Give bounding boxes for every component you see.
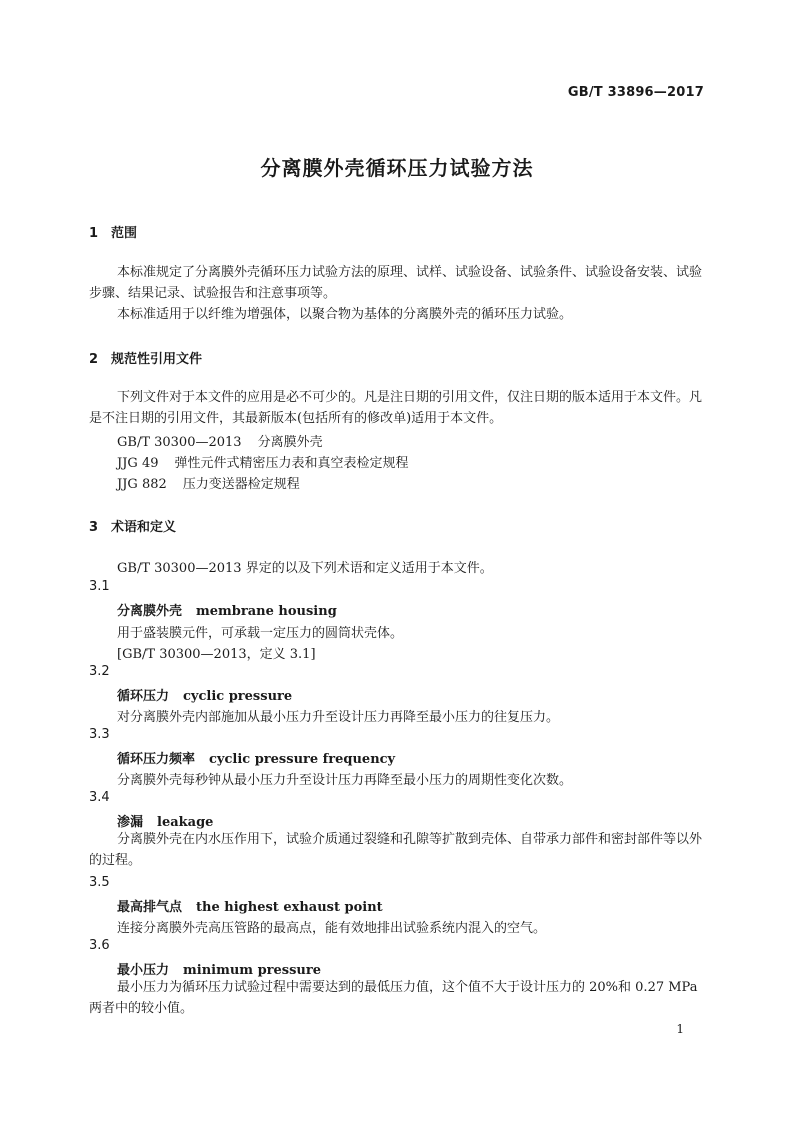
term-definition: 用于盛装膜元件，可承载一定压力的圆筒状壳体。 bbox=[117, 626, 404, 641]
term-zh: 渗漏 bbox=[117, 815, 144, 830]
clause-number: 3.5 bbox=[89, 875, 110, 890]
term-definition: 连接分离膜外壳高压管路的最高点，能有效地排出试验系统内混入的空气。 bbox=[117, 921, 547, 936]
section-heading-scope bbox=[89, 222, 137, 241]
clause-number: 3.6 bbox=[89, 938, 110, 953]
term-entry bbox=[117, 811, 213, 830]
term-en: leakage bbox=[157, 815, 214, 830]
clause-number: 3.3 bbox=[89, 727, 110, 742]
term-zh: 循环压力 bbox=[117, 689, 170, 704]
clause-number: 3.4 bbox=[89, 790, 110, 805]
standard-code: GB/T 33896—2017 bbox=[567, 85, 704, 100]
term-en: cyclic pressure frequency bbox=[209, 752, 396, 767]
term-definition: 分离膜外壳每秒钟从最小压力升至设计压力再降至最小压力的周期性变化次数。 bbox=[117, 773, 573, 788]
paragraph: 本标准规定了分离膜外壳循环压力试验方法的原理、试样、试验设备、试验条件、试验设备安装、试验步骤、结果记录、试验报告和注意事项等。 bbox=[89, 265, 703, 301]
reference-name: 压力变送器检定规程 bbox=[182, 477, 300, 492]
term-entry bbox=[117, 748, 395, 767]
term-definition: 分离膜外壳在内水压作用下，试验介质通过裂缝和孔隙等扩散到壳体、自带承力部件和密封部件等以外的过程。 bbox=[89, 832, 703, 868]
term-en: cyclic pressure bbox=[183, 689, 293, 704]
reference-code: GB/T 30300—2013 bbox=[117, 435, 242, 450]
section-title: 规范性引用文件 bbox=[111, 352, 203, 367]
term-zh: 循环压力频率 bbox=[117, 752, 196, 767]
section-heading-terms bbox=[89, 516, 176, 535]
reference-item bbox=[117, 431, 323, 450]
term-en: the highest exhaust point bbox=[196, 900, 383, 915]
reference-code: JJG 882 bbox=[117, 477, 167, 492]
section-title: 术语和定义 bbox=[111, 520, 177, 535]
section-number: 1 bbox=[89, 226, 99, 241]
paragraph: 下列文件对于本文件的应用是必不可少的。凡是注日期的引用文件，仅注日期的版本适用于本文件。凡是不注日期的引用文件，其最新版本(包括所有的修改单)适用于本文件。 bbox=[89, 390, 703, 426]
paragraph: 本标准适用于以纤维为增强体，以聚合物为基体的分离膜外壳的循环压力试验。 bbox=[117, 307, 573, 322]
term-entry bbox=[117, 959, 321, 978]
terms-intro: GB/T 30300—2013 界定的以及下列术语和定义适用于本文件。 bbox=[117, 561, 493, 576]
term-zh: 最小压力 bbox=[117, 963, 170, 978]
reference-code: JJG 49 bbox=[117, 456, 159, 471]
term-definition: 对分离膜外壳内部施加从最小压力升至设计压力再降至最小压力的往复压力。 bbox=[117, 710, 560, 725]
term-definition: 最小压力为循环压力试验过程中需要达到的最低压力值，这个值不大于设计压力的 20%和 0.27 MPa 两者中的较小值。 bbox=[89, 980, 698, 1016]
clause-number: 3.1 bbox=[89, 579, 110, 594]
term-zh: 分离膜外壳 bbox=[117, 604, 183, 619]
term-entry bbox=[117, 896, 383, 915]
reference-item bbox=[117, 452, 409, 471]
term-en: minimum pressure bbox=[183, 963, 322, 978]
section-number: 2 bbox=[89, 352, 99, 367]
term-entry bbox=[117, 600, 337, 619]
term-zh: 最高排气点 bbox=[117, 900, 183, 915]
page-number: 1 bbox=[676, 1022, 684, 1036]
term-en: membrane housing bbox=[196, 604, 337, 619]
section-heading-normative-references bbox=[89, 348, 202, 367]
document-title: 分离膜外壳循环压力试验方法 bbox=[260, 156, 534, 180]
term-source: [GB/T 30300—2013，定义 3.1] bbox=[117, 647, 316, 662]
section-number: 3 bbox=[89, 520, 99, 535]
reference-name: 弹性元件式精密压力表和真空表检定规程 bbox=[174, 456, 409, 471]
clause-number: 3.2 bbox=[89, 664, 110, 679]
term-entry bbox=[117, 685, 292, 704]
reference-item bbox=[117, 473, 300, 492]
reference-name: 分离膜外壳 bbox=[257, 435, 323, 450]
section-title: 范围 bbox=[111, 226, 138, 241]
